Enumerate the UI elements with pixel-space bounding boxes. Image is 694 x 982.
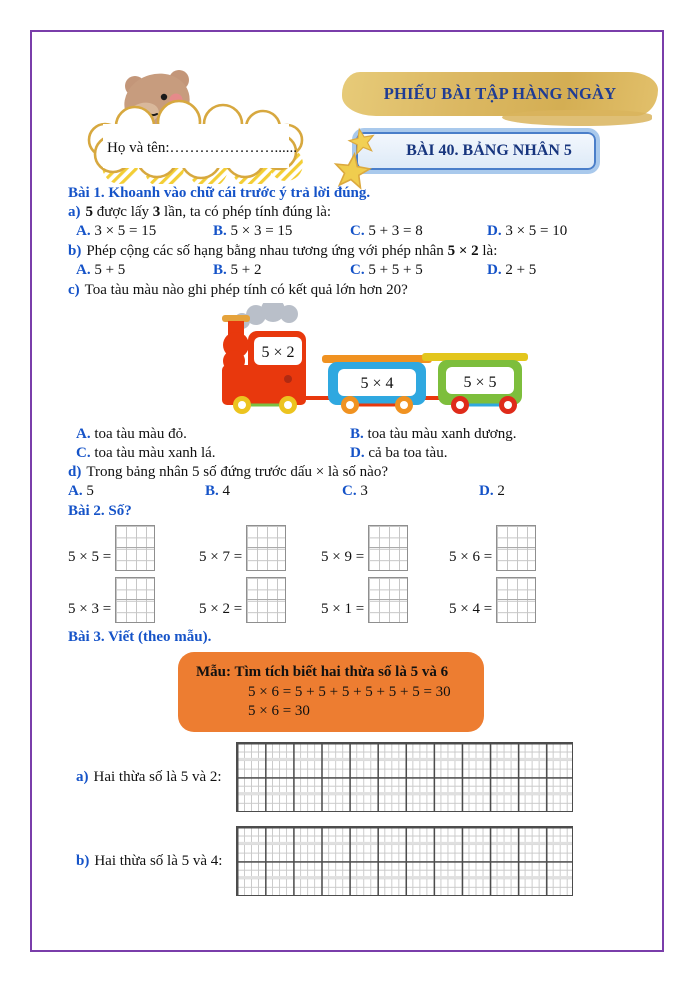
equation: 5 × 4 = [449, 577, 536, 623]
equation: 5 × 2 = [199, 577, 321, 623]
bai1-title: Bài 1. Khoanh vào chữ cái trước ý trả lời đúng. [68, 185, 371, 201]
question-b-label: b) [68, 243, 82, 259]
question-a-options [76, 223, 646, 240]
question-c-options-row1 [76, 426, 646, 443]
answer-box [496, 577, 536, 623]
question-a-label: a) [68, 204, 81, 220]
option-b: B. toa tàu màu xanh dương. [350, 426, 517, 442]
answer-box [115, 577, 155, 623]
option-d: D. 2 + 5 [487, 262, 537, 278]
option-b: B. 5 × 3 = 15 [213, 223, 293, 239]
option-a: A. 3 × 5 = 15 [76, 223, 157, 239]
train-illustration-wrap [196, 303, 646, 424]
equation: 5 × 5 = [68, 525, 199, 571]
option-a: A. 5 + 5 [76, 262, 126, 278]
question-c-options-row2 [76, 445, 646, 462]
question-c: c) Toa tàu màu nào ghi phép tính có kết quả lớn hơn 20? [68, 282, 408, 298]
train-wagon-blue [322, 355, 432, 414]
train-engine-red [222, 315, 306, 414]
svg-text:5 × 2: 5 × 2 [261, 344, 295, 361]
equation: 5 × 7 = [199, 525, 321, 571]
option-c: C. 5 + 5 + 5 [350, 262, 423, 278]
svg-text:5 × 4: 5 × 4 [360, 375, 394, 392]
question-d-options [68, 483, 646, 500]
question-d-label: d) [68, 464, 82, 480]
write-row-a [68, 742, 646, 812]
lesson-title: BÀI 40. BẢNG NHÂN 5 [406, 142, 572, 159]
answer-box [368, 577, 408, 623]
name-field-label: Họ và tên:…………………...... [107, 140, 297, 156]
question-b: b) Phép cộng các số hạng bằng nhau tương ứng với phép nhân 5 × 2 là: [68, 243, 498, 259]
writing-grid [236, 826, 573, 896]
lesson-box [352, 128, 600, 174]
write-label-b: b) Hai thừa số là 5 và 4: [76, 852, 223, 869]
answer-box [115, 525, 155, 571]
example-box [178, 652, 484, 732]
option-d: D. 2 [479, 483, 505, 499]
svg-text:5 × 5: 5 × 5 [463, 374, 497, 391]
option-a: A. toa tàu màu đỏ. [76, 426, 187, 442]
question-c-label: c) [68, 282, 80, 298]
equation: 5 × 3 = [68, 577, 199, 623]
bai2-row2 [68, 577, 646, 623]
name-block [87, 68, 307, 184]
answer-box [368, 525, 408, 571]
title-banner [342, 72, 658, 116]
option-a: A. 5 [68, 483, 94, 499]
answer-box [496, 525, 536, 571]
question-b-options [76, 262, 646, 279]
bai3-title: Bài 3. Viết (theo mẫu). [68, 629, 212, 645]
worksheet-page [30, 30, 664, 952]
option-b: B. 4 [205, 483, 231, 499]
worksheet-title: PHIẾU BÀI TẬP HÀNG NGÀY [383, 84, 617, 103]
option-b: B. 5 + 2 [213, 262, 262, 278]
equation: 5 × 9 = [321, 525, 449, 571]
bai2-row1 [68, 525, 646, 571]
answer-box [246, 525, 286, 571]
example-title: Mẫu: Tìm tích biết hai thừa số là 5 và 6 [196, 664, 449, 680]
equation: 5 × 1 = [321, 577, 449, 623]
write-row-b [68, 826, 646, 896]
option-c: C. 5 + 3 = 8 [350, 223, 423, 239]
content [32, 185, 662, 896]
header [32, 32, 662, 182]
option-c: C. toa tàu màu xanh lá. [76, 445, 216, 461]
option-d: D. 3 × 5 = 10 [487, 223, 568, 239]
train-wagon-green [422, 353, 528, 414]
option-d: D. cả ba toa tàu. [350, 445, 448, 461]
example-line2: 5 × 6 = 30 [248, 703, 310, 719]
train-illustration [196, 303, 528, 419]
question-d: d) Trong bảng nhân 5 số đứng trước dấu × là số nào? [68, 464, 388, 480]
bai2-title: Bài 2. Số? [68, 503, 132, 519]
stars-icon [332, 126, 388, 196]
bear-cloud-illustration [87, 68, 307, 184]
equation: 5 × 6 = [449, 525, 536, 571]
write-label-a: a) Hai thừa số là 5 và 2: [76, 768, 222, 785]
option-c: C. 3 [342, 483, 368, 499]
question-a: a) 5 được lấy 3 lần, ta có phép tính đúng là: [68, 204, 332, 220]
example-line1: 5 × 6 = 5 + 5 + 5 + 5 + 5 + 5 = 30 [248, 684, 451, 700]
answer-box [246, 577, 286, 623]
writing-grid [236, 742, 573, 812]
